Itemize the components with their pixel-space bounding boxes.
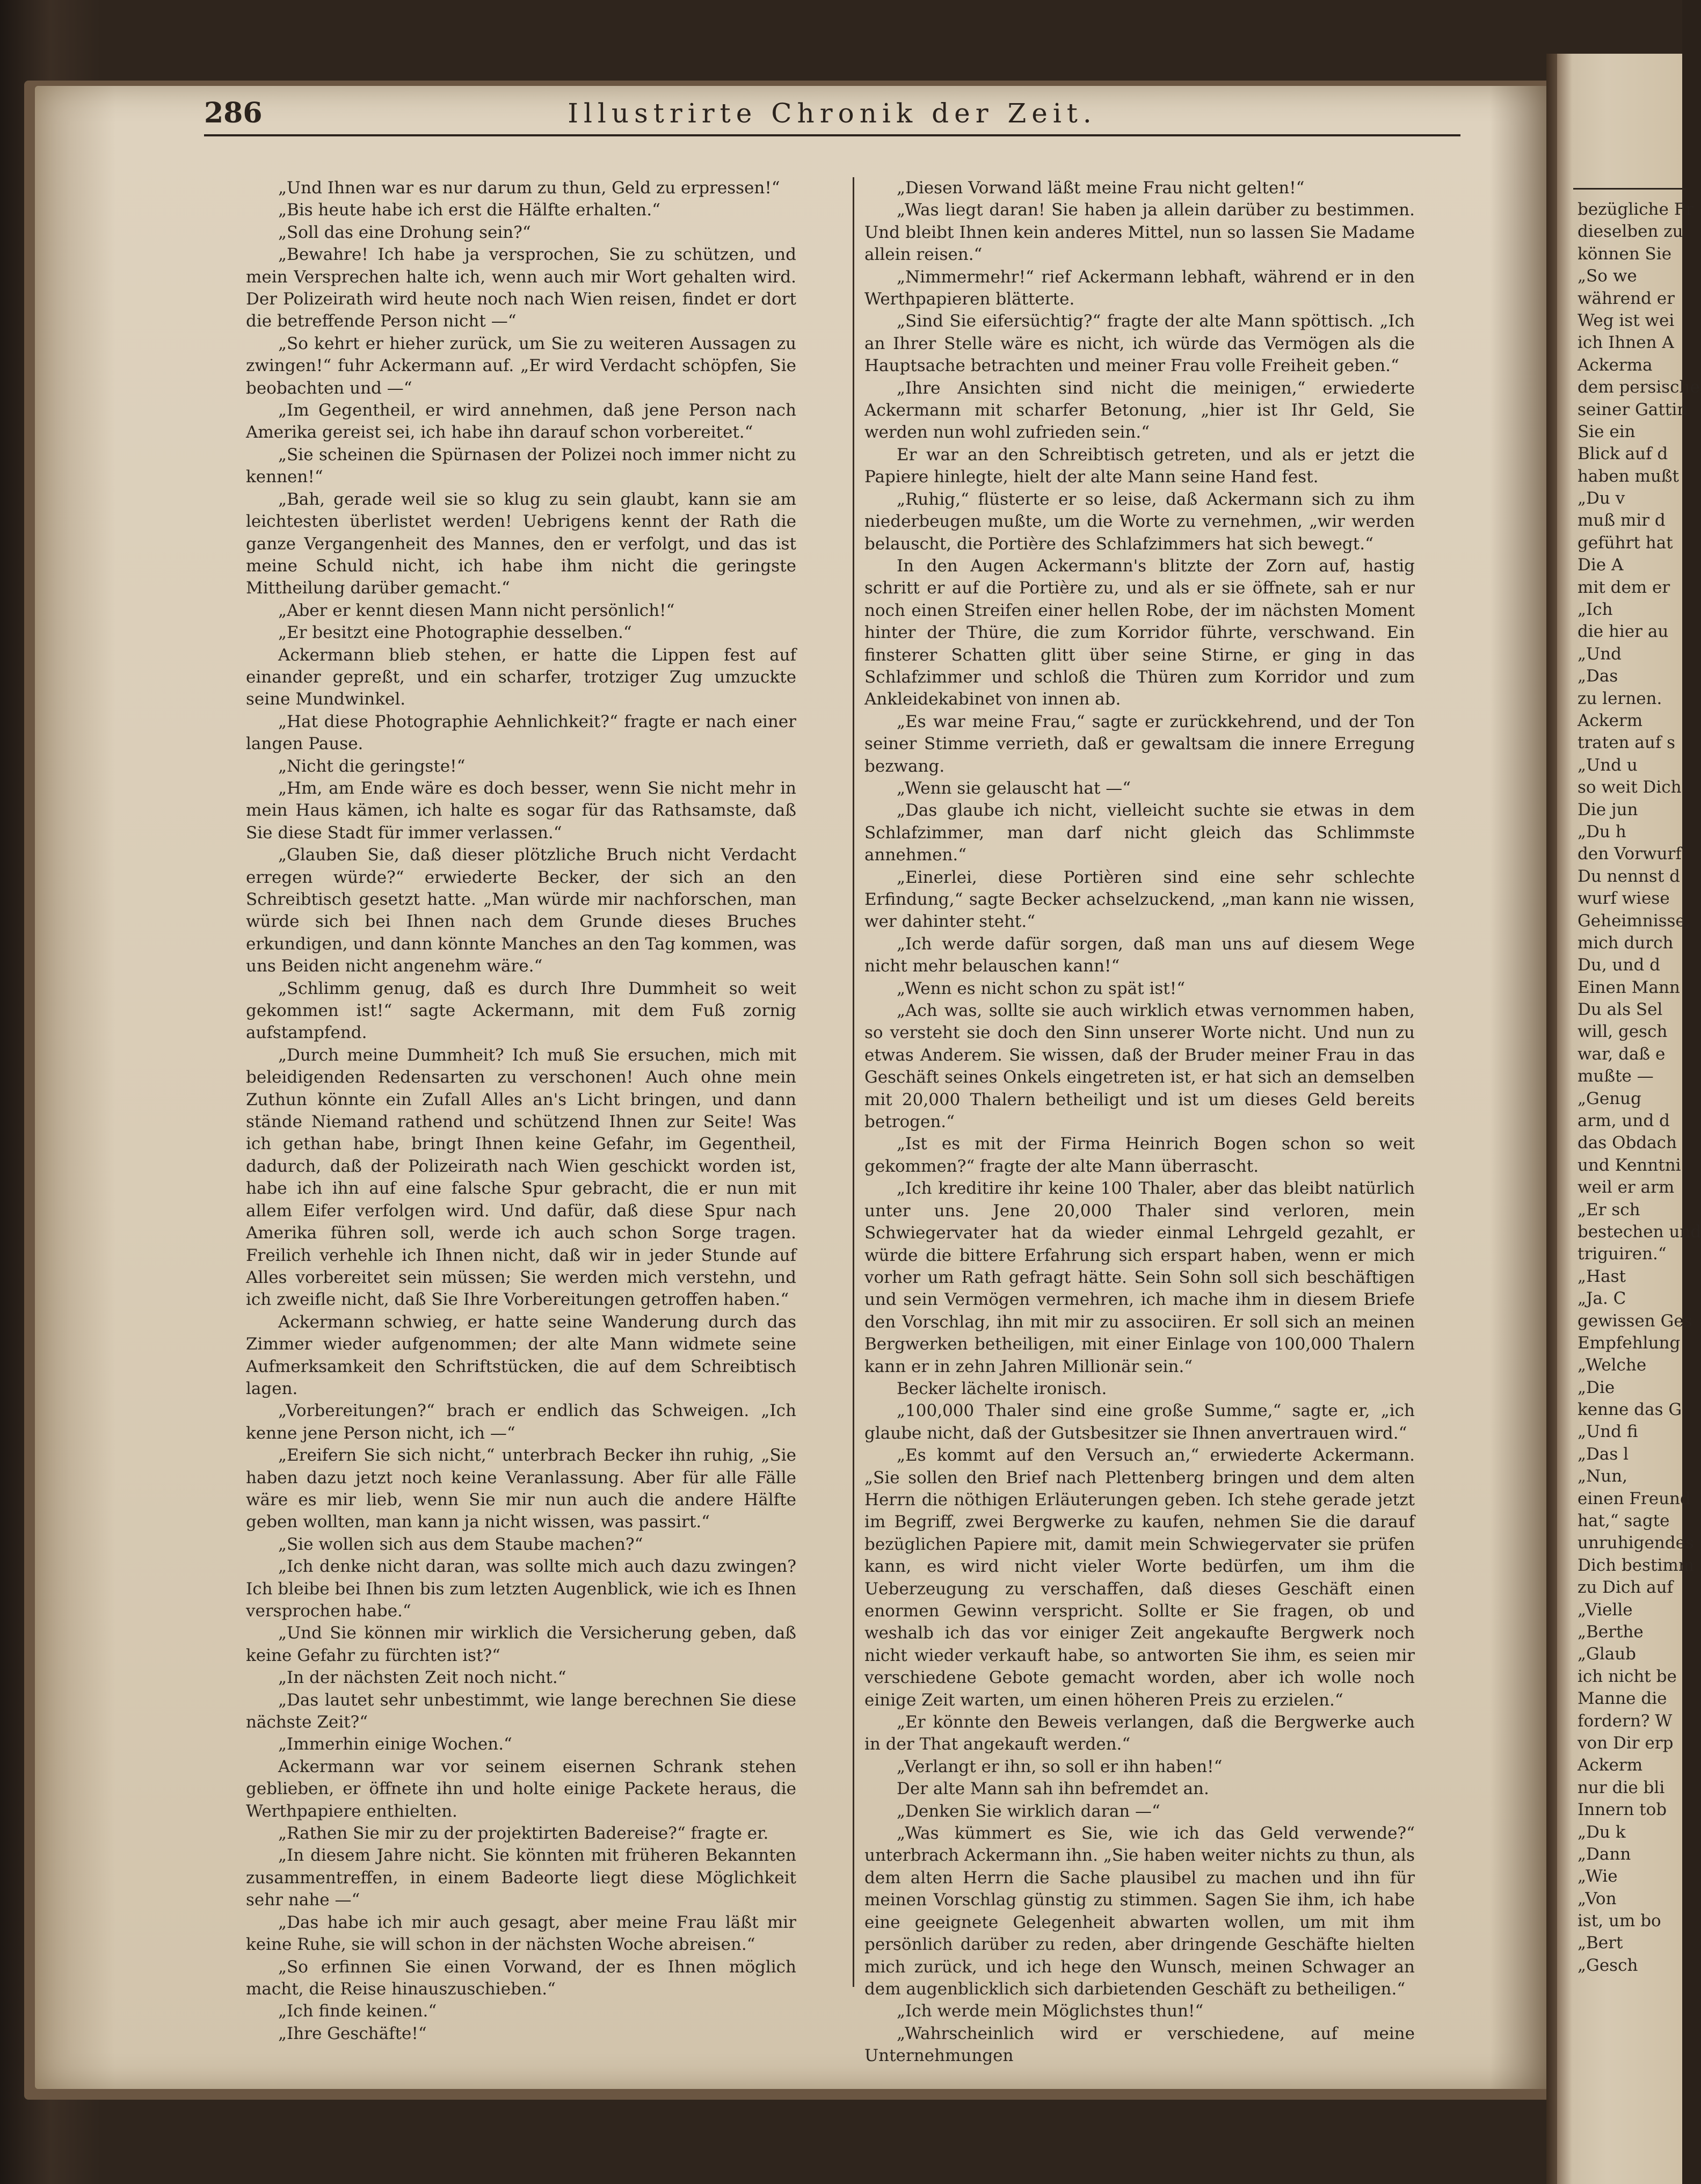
paragraph: „Sind Sie eifersüchtig?“ fragte der alte Mann spöttisch. „Ich an Ihrer Stelle wäre es nicht, ich würde das Vermögen als die Hauptsache betrachten und meiner Frau volle Freiheit geben.“ — [864, 311, 1415, 376]
facing-page-line: ist, um bo — [1578, 1911, 1661, 1931]
facing-page-line: „Nun, — [1578, 1467, 1627, 1486]
paragraph: „Es kommt auf den Versuch an,“ erwiederte Ackermann. „Sie sollen den Brief nach Plettenberg bringen und dem alten Herrn die nöthigen Erläuterungen geben. Ich stehe gerade jetzt im Begriff, zwei Bergwerke zu kaufen, nehmen Sie die darauf bezüglichen Papiere mit, damit mein Schwiegervater sie prüfen kann, es wird nicht vieler Worte bedürfen, um ihm die Ueberzeugung zu verschaffen, daß dieses Geschäft einen enormen Gewinn verspricht. Sollte er Sie fragen, ob und weshalb ich das vor einiger Zeit angekaufte Bergwerk noch nicht wieder verkauft habe, so antworten Sie ihm, es seien mir verschiedene Gebote gemacht worden, aber ich wolle noch einige Zeit warten, um einen höheren Preis zu erzielen.“ — [864, 1446, 1415, 1710]
paragraph: „In diesem Jahre nicht. Sie könnten mit früheren Bekannten zusammentreffen, in einem Badeorte liegt diese Möglichkeit sehr nahe —“ — [246, 1846, 796, 1910]
facing-page-edge — [1557, 54, 1701, 2184]
paragraph: „Hm, am Ende wäre es doch besser, wenn Sie nicht mehr in mein Haus kämen, ich halte es sogar für das Rathsamste, daß Sie diese Stadt für immer verlassen.“ — [246, 778, 796, 843]
paragraph: „In der nächsten Zeit noch nicht.“ — [278, 1668, 566, 1688]
facing-page-line: zu lernen. — [1578, 688, 1662, 708]
facing-page-line: „Gesch — [1578, 1955, 1638, 1975]
paragraph: „Und Sie können mir wirklich die Versicherung geben, daß keine Gefahr zu fürchten ist?“ — [246, 1623, 796, 1665]
facing-page-line: Du, und d — [1578, 955, 1661, 975]
facing-page-line: Empfehlung — [1578, 1333, 1681, 1353]
paragraph: „So erfinnen Sie einen Vorwand, der es Ihnen möglich macht, die Reise hinauszuschieben.“ — [246, 1957, 796, 1999]
paragraph: „Diesen Vorwand läßt meine Frau nicht gelten!“ — [897, 178, 1305, 198]
facing-page-line: „Wie — [1578, 1867, 1618, 1886]
facing-page-line: Ackerma — [1578, 355, 1653, 375]
paragraph: „Ihre Ansichten sind nicht die meinigen,“ erwiederte Ackermann mit scharfer Betonung, „hier ist Ihr Geld, Sie werden nun wohl zufrieden sein.“ — [864, 378, 1415, 442]
paragraph: Er war an den Schreibtisch getreten, und als er jetzt die Papiere hinlegte, hielt der alte Mann seine Hand fest. — [864, 445, 1415, 487]
paragraph: „Nicht die geringste!“ — [278, 756, 466, 776]
facing-page-line: dieselben zu — [1578, 222, 1683, 242]
facing-page-line: dem persische — [1578, 378, 1700, 397]
paragraph: Ackermann war vor seinem eisernen Schrank stehen geblieben, er öffnete ihn und holte einige Packete heraus, die Werthpapiere enthielten. — [246, 1757, 796, 1821]
facing-page-line: mußte — — [1578, 1066, 1654, 1086]
facing-page-line: wurf wiese — [1578, 889, 1670, 909]
paragraph: „Sie wollen sich aus dem Staube machen?“ — [278, 1534, 643, 1554]
facing-page-line: seiner Gattin — [1578, 400, 1688, 419]
paragraph: „Ich werde dafür sorgen, daß man uns auf diesem Wege nicht mehr belauschen kann!“ — [864, 934, 1415, 976]
journal-title: Illustrirte Chronik der Zeit. — [568, 98, 1097, 129]
paragraph: „Das glaube ich nicht, vielleicht suchte sie etwas in dem Schlafzimmer, man darf nicht gleich das Schlimmste annehmen.“ — [864, 801, 1415, 865]
facing-page-line: Ackerm — [1578, 710, 1643, 730]
paragraph: „Bewahre! Ich habe ja versprochen, Sie zu schützen, und mein Versprechen halte ich, wenn auch mir Wort gehalten wird. Der Polizeirath wird heute noch nach Wien reisen, findet er dort die betreffende Person nicht —“ — [246, 245, 796, 331]
facing-page-line: traten auf s — [1578, 733, 1676, 753]
paragraph: „Soll das eine Drohung sein?“ — [278, 222, 531, 242]
facing-page-line: Blick auf d — [1578, 444, 1668, 464]
facing-page-line: Innern tob — [1578, 1800, 1667, 1820]
paragraph: „Denken Sie wirklich daran —“ — [897, 1801, 1160, 1821]
facing-page-line: während er — [1578, 288, 1675, 308]
facing-page-line: „Ich — [1578, 600, 1613, 620]
facing-page-line: „Du k — [1578, 1822, 1626, 1842]
paragraph: „Ist es mit der Firma Heinrich Bogen schon so weit gekommen?“ fragte der alte Mann überrascht. — [864, 1134, 1415, 1176]
facing-page-line: die hier au — [1578, 622, 1669, 642]
facing-page-line: haben mußt — [1578, 466, 1679, 486]
text-column-right — [864, 177, 1415, 2066]
facing-page-line: ich Ihnen A — [1578, 333, 1674, 353]
paragraph: „Ich werde mein Möglichstes thun!“ — [897, 2001, 1204, 2021]
facing-page-line: geführt hat — [1578, 533, 1673, 553]
paragraph: „Vorbereitungen?“ brach er endlich das Schweigen. „Ich kenne jene Person nicht, ich —“ — [246, 1401, 796, 1443]
paragraph: „Er könnte den Beweis verlangen, daß die Bergwerke auch in der That angekauft werden.“ — [864, 1713, 1415, 1754]
facing-page-line: bezügliche Fr — [1578, 200, 1694, 219]
facing-page-line: „Du v — [1578, 489, 1625, 509]
facing-page-line: so weit Dich — [1578, 778, 1682, 797]
paragraph: „Schlimm genug, daß es durch Ihre Dummheit so weit gekommen ist!“ sagte Ackermann, mit dem Fuß zornig aufstampfend. — [246, 978, 796, 1043]
facing-page-line: zu Dich auf — [1578, 1578, 1674, 1598]
facing-page-line: „Bert — [1578, 1933, 1623, 1953]
facing-page-line: mich durch — [1578, 933, 1674, 953]
paragraph: „Was kümmert es Sie, wie ich das Geld verwende?“ unterbrach Ackermann ihn. „Sie haben weiter nichts zu thun, als dem alten Herrn die Sache plausibel zu machen und ihn für meinen Vorschlag günstig zu stimmen. Sagen Sie ihm, ich habe eine geeignete Gelegenheit abwarten wollen, um mit ihm persönlich darüber zu reden, aber dringende Geschäfte hielten mich zurück, und ich hege den Wunsch, meinen Schwager an dem augenblicklich sich darbietenden Geschäft zu betheiligen.“ — [864, 1824, 1415, 1999]
facing-page-line: ich nicht be — [1578, 1666, 1677, 1686]
facing-page-line: „Ja. C — [1578, 1289, 1626, 1309]
facing-page-line: von Dir erp — [1578, 1733, 1674, 1753]
facing-page-line: hat,“ sagte — [1578, 1511, 1670, 1531]
facing-page-line: „Er sch — [1578, 1200, 1640, 1220]
facing-page-line: „Dann — [1578, 1844, 1631, 1864]
paragraph: „Er besitzt eine Photographie desselben.“ — [278, 623, 632, 643]
facing-page-line: fordern? W — [1578, 1711, 1673, 1731]
facing-page-line: arm, und d — [1578, 1111, 1670, 1131]
paragraph: „Es war meine Frau,“ sagte er zurückkehrend, und der Ton seiner Stimme verrieth, daß er gewaltsam die innere Erregung bezwang. — [864, 712, 1415, 776]
paragraph: „Nimmermehr!“ rief Ackermann lebhaft, während er in den Werthpapieren blätterte. — [864, 267, 1415, 309]
facing-page-line: „So we — [1578, 266, 1637, 286]
paragraph: „Wenn sie gelauscht hat —“ — [897, 778, 1131, 798]
facing-page-line: „Das l — [1578, 1444, 1629, 1464]
paragraph: „So kehrt er hieher zurück, um Sie zu weiteren Aussagen zu zwingen!“ fuhr Ackermann auf. „Er wird Verdacht schöpfen, Sie beobachten und —“ — [246, 333, 796, 398]
paragraph: „Bah, gerade weil sie so klug zu sein glaubt, kann sie am leichtesten überlistet werden! Uebrigens kennt der Rath die ganze Vergangenheit des Mannes, den er verfolgt, und das ist meine Schuld nicht, ich habe ihm nicht die geringste Mittheilung darüber gemacht.“ — [246, 489, 796, 598]
facing-page-line: war, daß e — [1578, 1044, 1666, 1064]
facing-page-line: und Kenntni — [1578, 1155, 1681, 1175]
paragraph: „Sie scheinen die Spürnasen der Polizei noch immer nicht zu kennen!“ — [246, 445, 796, 487]
paragraph: „Das lautet sehr unbestimmt, wie lange berechnen Sie diese nächste Zeit?“ — [246, 1690, 796, 1732]
page-spine-shadow — [1490, 86, 1549, 2089]
paragraph: „Ich kreditire ihr keine 100 Thaler, aber das bleibt natürlich unter uns. Jene 20,000 Thaler sind verloren, mein Schwiegervater hat da wieder einmal Lehrgeld gezahlt, er würde die bittere Erfahrung sich erspart haben, wenn er mich vorher um Rath gefragt hätte. Sein Sohn soll sich beschäftigen und sein Vermögen vermehren, ich mache ihm in diesem Briefe den Vorschlag, ihn mit mir zu associiren. Er soll sich an meinen Bergwerken betheiligen, mit einer Einlage von 100,000 Thalern kann er in zehn Jahren Millionär sein.“ — [864, 1179, 1415, 1376]
facing-page-line: „Und u — [1578, 755, 1638, 775]
facing-page-line: können Sie — [1578, 244, 1672, 264]
paragraph: „Einerlei, diese Portièren sind eine sehr schlechte Erfindung,“ sagte Becker achselzuckend, „man kann nie wissen, wer dahinter steht.“ — [864, 867, 1415, 932]
facing-page-line: „Glaub — [1578, 1644, 1637, 1664]
facing-page-line: will, gesch — [1578, 1022, 1668, 1042]
facing-page-line: unruhigendes — [1578, 1533, 1694, 1553]
facing-page-line: Du nennst d — [1578, 866, 1680, 886]
paragraph: „Ereifern Sie sich nicht,“ unterbrach Becker ihn ruhig, „Sie haben dazu jetzt noch keine Veranlassung. Aber für alle Fälle wäre es mir lieb, wenn Sie mir nun auch die andere Hälfte geben wollten, man kann ja nicht wissen, was passirt.“ — [246, 1446, 796, 1532]
facing-page-line: triguiren.“ — [1578, 1244, 1667, 1264]
facing-page-line: kenne das G — [1578, 1400, 1682, 1420]
facing-page-line: Geheimnisse, — [1578, 911, 1691, 931]
facing-page-line: Weg ist wei — [1578, 310, 1675, 330]
facing-page-line: den Vorwurf — [1578, 844, 1682, 864]
facing-page-line: „Vielle — [1578, 1600, 1633, 1620]
paragraph: „Ihre Geschäfte!“ — [278, 2023, 427, 2043]
page-number: 286 — [204, 97, 263, 129]
facing-page-line: das Obdach — [1578, 1133, 1677, 1153]
paragraph: In den Augen Ackermann's blitzte der Zorn auf, hastig schritt er auf die Portière zu, und als er sie öffnete, sah er nur noch einen Streifen einer hellen Robe, der im nächsten Moment hinter der Thüre, die zum Korridor führte, verschwand. Ein finsterer Schatten glitt über seine Stirne, er ging in das Schlafzimmer und schloß die Thüren zum Korridor und zum Ankleidekabinet von innen ab. — [864, 556, 1415, 709]
facing-page-line: „Die — [1578, 1377, 1615, 1397]
paragraph: „Im Gegentheil, er wird annehmen, daß jene Person nach Amerika gereist sei, ich habe ihn darauf schon vorbereitet.“ — [246, 401, 796, 442]
facing-page-line: Die A — [1578, 555, 1624, 575]
running-head — [204, 86, 1460, 136]
paragraph: „Bis heute habe ich erst die Hälfte erhalten.“ — [278, 200, 660, 220]
facing-page-rule — [1573, 188, 1686, 190]
paragraph: „Ich finde keinen.“ — [278, 2001, 437, 2021]
facing-page-line: „Das — [1578, 666, 1618, 686]
facing-page-line: muß mir d — [1578, 511, 1666, 531]
facing-page-line: weil er arm — [1578, 1178, 1675, 1198]
facing-page-line: mit dem er — [1578, 577, 1670, 597]
paragraph: Der alte Mann sah ihn befremdet an. — [897, 1779, 1209, 1799]
paragraph: „Immerhin einige Wochen.“ — [278, 1735, 512, 1754]
facing-page-line: Ackerm — [1578, 1755, 1643, 1775]
facing-page-line: bestechen und — [1578, 1222, 1701, 1242]
facing-page-line: „Berthe — [1578, 1622, 1644, 1642]
paragraph: „Ruhig,“ flüsterte er so leise, daß Ackermann sich zu ihm niederbeugen mußte, um die Worte zu vernehmen, „wir werden belauscht, die Portière des Schlafzimmers hat sich bewegt.“ — [864, 489, 1415, 554]
facing-page-line: „Und — [1578, 644, 1622, 664]
paragraph: „Rathen Sie mir zu der projektirten Badereise?“ fragte er. — [278, 1824, 769, 1844]
text-column-left — [246, 177, 796, 2043]
paragraph: „Hat diese Photographie Aehnlichkeit?“ fragte er nach einer langen Pause. — [246, 712, 796, 754]
facing-page-line: einen Freund — [1578, 1489, 1691, 1508]
paragraph: Becker lächelte ironisch. — [897, 1378, 1107, 1398]
paragraph: „Durch meine Dummheit? Ich muß Sie ersuchen, mich mit beleidigenden Redensarten zu verschonen! Auch ohne mein Zuthun könnte ein Zufall Alles an's Licht bringen, und dann stände Niemand rathend und schützend Ihnen zur Seite! Was ich gethan habe, bringt Ihnen keine Gefahr, im Gegentheil, dadurch, daß der Polizeirath nach Wien geschickt worden ist, habe ich ihn auf eine falsche Spur gebracht, die er nun mit allem Eifer verfolgen wird. Und dafür, daß diese Spur nach Amerika führen soll, werde ich auch schon Sorge tragen. Freilich verhehle ich Ihnen nicht, daß wir in jeder Stunde auf Alles vorbereitet sein müssen; Sie werden mich verstehn, und ich zweifle nicht, daß Sie Ihre Vorbereitungen getroffen haben.“ — [246, 1045, 796, 1310]
facing-page-line: „Du h — [1578, 822, 1626, 841]
facing-page-line: Du als Sel — [1578, 1000, 1663, 1020]
paragraph: „100,000 Thaler sind eine große Summe,“ sagte er, „ich glaube nicht, daß der Gutsbesitzer sie Ihnen anvertrauen wird.“ — [864, 1401, 1415, 1443]
facing-page-line: „Welche — [1578, 1355, 1647, 1375]
column-divider — [853, 177, 854, 1987]
paragraph: Ackermann blieb stehen, er hatte die Lippen fest auf einander gepreßt, und ein scharfer, trotziger Zug umzuckte seine Mundwinkel. — [246, 645, 796, 709]
paragraph: „Und Ihnen war es nur darum zu thun, Geld zu erpressen!“ — [278, 178, 780, 198]
paragraph: „Aber er kennt diesen Mann nicht persönlich!“ — [278, 600, 675, 620]
facing-page-line: nur die bli — [1578, 1777, 1665, 1797]
facing-page-line: gewissen Ges — [1578, 1311, 1692, 1331]
facing-page-line: Einen Mann — [1578, 977, 1680, 997]
facing-page-line: „Hast — [1578, 1266, 1626, 1286]
paragraph: „Wahrscheinlich wird er verschiedene, auf meine Unternehmungen — [864, 2023, 1415, 2066]
facing-page-line: „Genug — [1578, 1089, 1641, 1108]
facing-page-line: Manne die — [1578, 1689, 1667, 1709]
paragraph: „Wenn es nicht schon zu spät ist!“ — [897, 978, 1186, 998]
paragraph: Ackermann schwieg, er hatte seine Wanderung durch das Zimmer wieder aufgenommen; der alte Mann widmete seine Aufmerksamkeit den Schriftstücken, die auf dem Schreibtisch lagen. — [246, 1312, 796, 1398]
facing-page-line: Dich bestimm — [1578, 1555, 1695, 1575]
facing-page-line: Sie ein — [1578, 422, 1635, 441]
page-left-shadow — [35, 86, 115, 2089]
facing-page-text-fragments — [1578, 199, 1701, 1977]
paragraph: „Ach was, sollte sie auch wirklich etwas vernommen haben, so versteht sie doch den Sinn unserer Worte nicht. Und nun zu etwas Anderem. Sie wissen, daß der Bruder meiner Frau in das Geschäft seines Onkels eingetreten ist, er hat sich an demselben mit 20,000 Thalern betheiligt und ist um dieses Geld bereits betrogen.“ — [864, 1001, 1415, 1132]
facing-page-line: „Und fi — [1578, 1422, 1638, 1442]
paragraph: „Verlangt er ihn, so soll er ihn haben!“ — [897, 1757, 1223, 1776]
facing-page-line: Die jun — [1578, 800, 1638, 819]
paragraph: „Was liegt daran! Sie haben ja allein darüber zu bestimmen. Und bleibt Ihnen kein anderes Mittel, nun so lassen Sie Madame allein reisen.“ — [864, 200, 1415, 265]
paragraph: „Ich denke nicht daran, was sollte mich auch dazu zwingen? Ich bleibe bei Ihnen bis zum letzten Augenblick, wie ich es Ihnen versprochen habe.“ — [246, 1557, 796, 1621]
facing-page-line: „Von — [1578, 1889, 1617, 1909]
paragraph: „Glauben Sie, daß dieser plötzliche Bruch nicht Verdacht erregen würde?“ erwiederte Becker, der sich an den Schreibtisch gesetzt hatte. „Man würde mir nachforschen, man würde sich bei Ihnen nach dem Grunde dieses Bruches erkundigen, und dann könnte Manches an den Tag kommen, was uns Beiden nicht angenehm wäre.“ — [246, 845, 796, 976]
paragraph: „Das habe ich mir auch gesagt, aber meine Frau läßt mir keine Ruhe, sie will schon in der nächsten Woche abreisen.“ — [246, 1912, 796, 1955]
